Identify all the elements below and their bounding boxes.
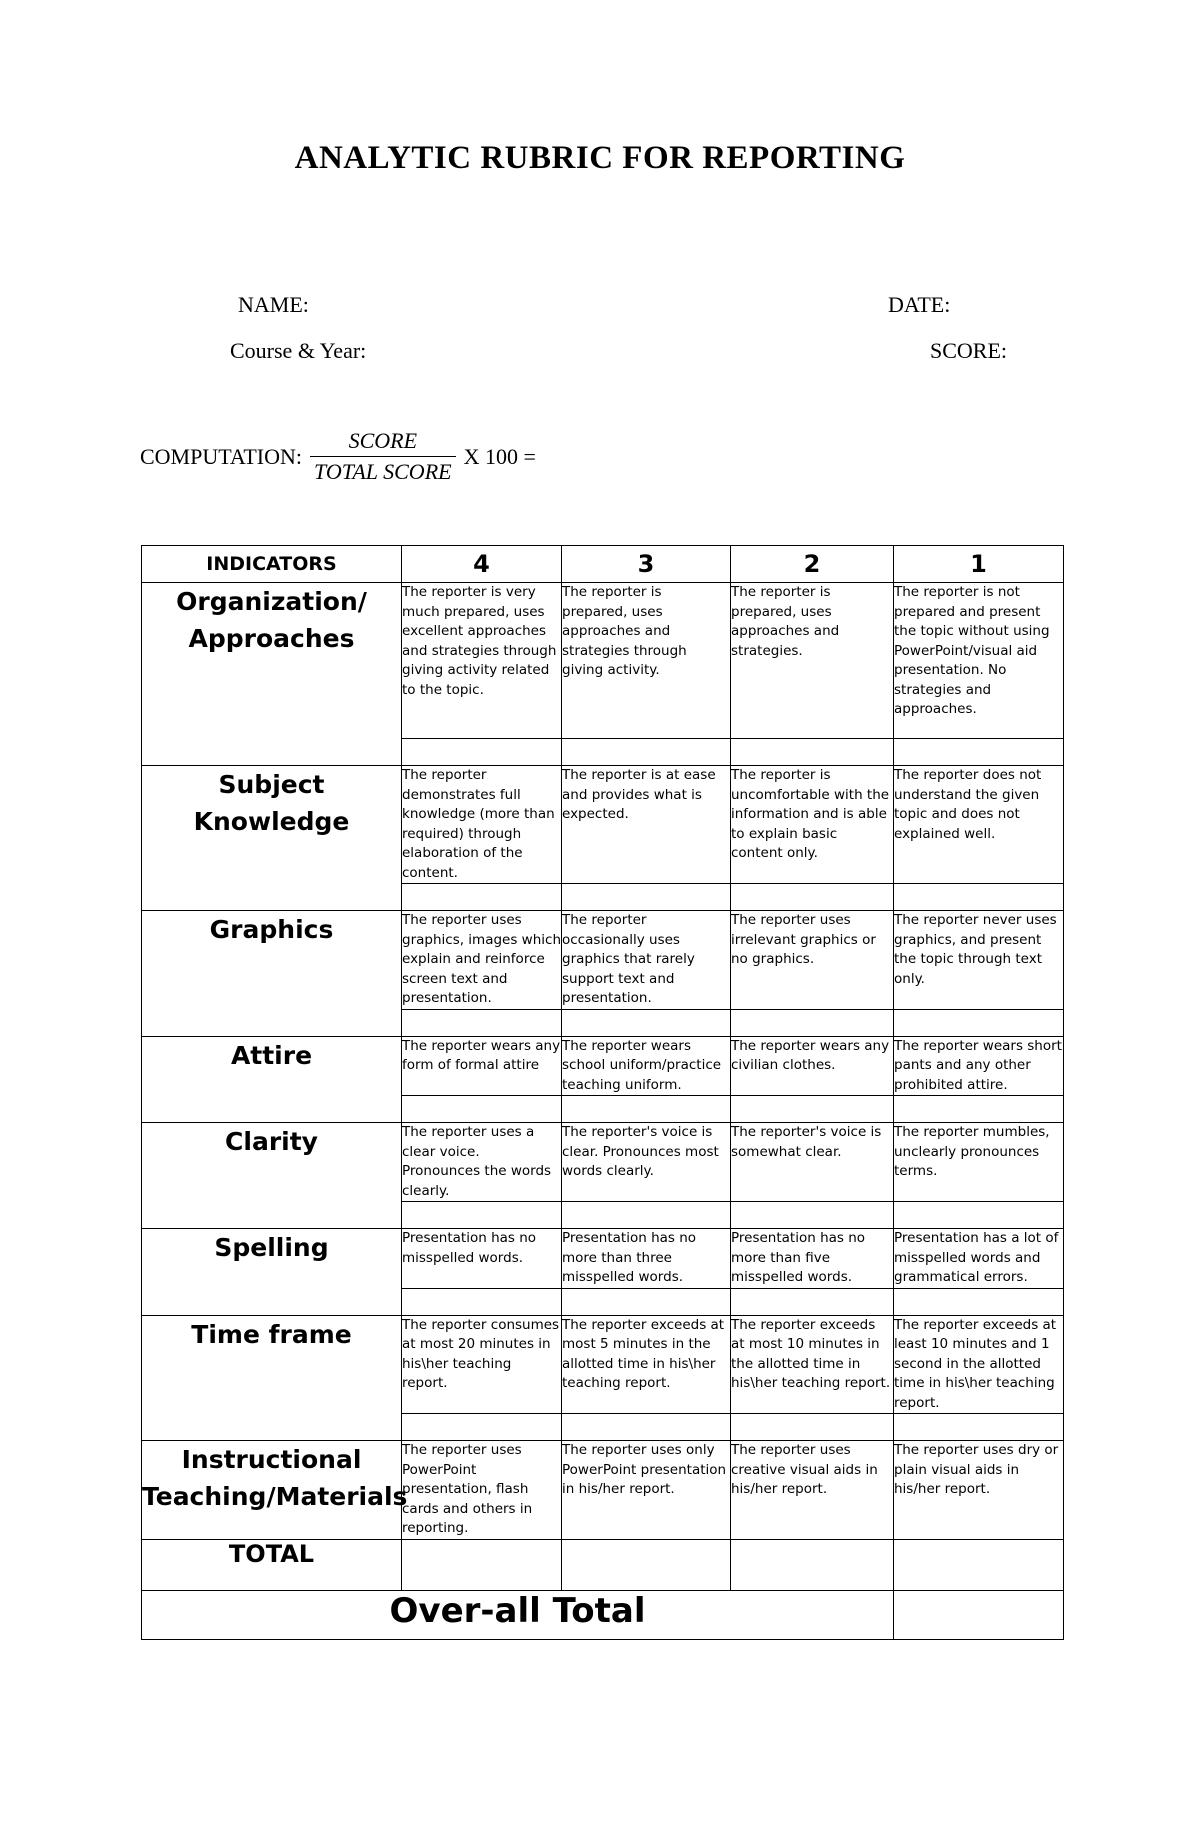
score-cell-2[interactable] [731,1009,894,1036]
score-cell-2[interactable] [731,1096,894,1123]
indicator-cell: Clarity [142,1123,402,1229]
level-2-description: The reporter uses irrelevant graphics or no graphics. [731,911,894,1010]
level-2-description: The reporter wears any civilian clothes. [731,1036,894,1096]
fraction-denominator: TOTAL SCORE [310,456,456,485]
course-year-field-label: Course & Year: [230,338,367,363]
score-cell-1[interactable] [894,739,1064,766]
total-cell-1[interactable] [894,1539,1064,1590]
level-4-description: The reporter is very much prepared, uses excellent approaches and strategies through giving activity related to the topic. [402,583,562,739]
level-4-description: The reporter wears any form of formal attire [402,1036,562,1096]
score-cell-3[interactable] [562,1096,731,1123]
overall-total-label: Over-all Total [142,1590,894,1639]
header-level-4: 4 [402,546,562,583]
level-2-description: The reporter is uncomfortable with the information and is able to explain basic content only. [731,766,894,884]
level-1-description: The reporter wears short pants and any other prohibited attire. [894,1036,1064,1096]
level-1-description: The reporter never uses graphics, and present the topic through text only. [894,911,1064,1010]
score-cell-4[interactable] [402,739,562,766]
level-1-description: The reporter mumbles, unclearly pronounces terms. [894,1123,1064,1202]
indicator-cell: Instructional Teaching/Materials [142,1441,402,1540]
score-fraction [310,428,456,485]
indicator-cell: Subject Knowledge [142,766,402,911]
score-field-label: SCORE: [930,338,1008,363]
level-2-description: Presentation has no more than five misspelled words. [731,1229,894,1289]
date-field-label: DATE: [888,292,951,317]
score-cell-2[interactable] [731,739,894,766]
level-1-description: The reporter exceeds at least 10 minutes and 1 second in the allotted time in his\her teaching report. [894,1315,1064,1414]
score-cell-4[interactable] [402,1414,562,1441]
level-4-description: The reporter uses PowerPoint presentation, flash cards and others in reporting. [402,1441,562,1540]
overall-total-cell[interactable] [894,1590,1064,1639]
table-row [142,766,1064,884]
score-cell-1[interactable] [894,1009,1064,1036]
computation-label: COMPUTATION: [140,443,303,469]
page-title: ANALYTIC RUBRIC FOR REPORTING [294,140,906,176]
score-cell-3[interactable] [562,739,731,766]
level-1-description: The reporter is not prepared and present the topic without using PowerPoint/visual aid presentation. No strategies and approaches. [894,583,1064,739]
level-3-description: The reporter exceeds at most 5 minutes in the allotted time in his\her teaching report. [562,1315,731,1414]
score-cell-4[interactable] [402,1288,562,1315]
level-2-description: The reporter uses creative visual aids in his/her report. [731,1441,894,1540]
level-3-description: The reporter is prepared, uses approaches and strategies through giving activity. [562,583,731,739]
header-indicators: INDICATORS [142,546,402,583]
score-cell-3[interactable] [562,1414,731,1441]
score-cell-2[interactable] [731,884,894,911]
level-4-description: The reporter uses graphics, images which explain and reinforce screen text and presentation. [402,911,562,1010]
level-4-description: The reporter consumes at most 20 minutes in his\her teaching report. [402,1315,562,1414]
table-row [142,1229,1064,1289]
score-cell-4[interactable] [402,1096,562,1123]
level-2-description: The reporter exceeds at most 10 minutes in the allotted time in his\her teaching report. [731,1315,894,1414]
table-row [142,1441,1064,1540]
score-cell-3[interactable] [562,884,731,911]
level-4-description: Presentation has no misspelled words. [402,1229,562,1289]
score-cell-1[interactable] [894,1202,1064,1229]
score-cell-1[interactable] [894,884,1064,911]
level-2-description: The reporter's voice is somewhat clear. [731,1123,894,1202]
score-cell-1[interactable] [894,1414,1064,1441]
indicator-cell: Attire [142,1036,402,1123]
table-header-row [142,546,1064,583]
table-row [142,1036,1064,1096]
level-3-description: Presentation has no more than three misspelled words. [562,1229,731,1289]
score-cell-2[interactable] [731,1414,894,1441]
level-3-description: The reporter's voice is clear. Pronounces most words clearly. [562,1123,731,1202]
computation-multiplier: X 100 = [463,443,536,469]
score-cell-1[interactable] [894,1288,1064,1315]
score-cell-3[interactable] [562,1009,731,1036]
score-cell-4[interactable] [402,884,562,911]
level-3-description: The reporter is at ease and provides what is expected. [562,766,731,884]
level-1-description: The reporter does not understand the given topic and does not explained well. [894,766,1064,884]
indicator-cell: Time frame [142,1315,402,1441]
indicator-cell: Graphics [142,911,402,1037]
level-3-description: The reporter uses only PowerPoint presentation in his/her report. [562,1441,731,1540]
table-row [142,583,1064,739]
indicator-cell: Organization/ Approaches [142,583,402,766]
header-level-1: 1 [894,546,1064,583]
rubric-table [141,545,1064,1640]
total-label: TOTAL [142,1539,402,1590]
fraction-numerator: SCORE [348,428,418,453]
header-level-3: 3 [562,546,731,583]
header-level-2: 2 [731,546,894,583]
level-2-description: The reporter is prepared, uses approaches and strategies. [731,583,894,739]
score-cell-2[interactable] [731,1288,894,1315]
score-cell-3[interactable] [562,1288,731,1315]
total-cell-2[interactable] [731,1539,894,1590]
level-1-description: Presentation has a lot of misspelled words and grammatical errors. [894,1229,1064,1289]
table-row [142,1123,1064,1202]
score-cell-3[interactable] [562,1202,731,1229]
level-3-description: The reporter occasionally uses graphics that rarely support text and presentation. [562,911,731,1010]
level-1-description: The reporter uses dry or plain visual aids in his/her report. [894,1441,1064,1540]
table-row [142,911,1064,1010]
computation-formula [140,428,536,485]
level-4-description: The reporter uses a clear voice. Pronounces the words clearly. [402,1123,562,1202]
table-row [142,1315,1064,1414]
indicator-cell: Spelling [142,1229,402,1316]
level-4-description: The reporter demonstrates full knowledge (more than required) through elaboration of the content. [402,766,562,884]
score-cell-4[interactable] [402,1202,562,1229]
overall-total-row [142,1590,1064,1639]
level-3-description: The reporter wears school uniform/practice teaching uniform. [562,1036,731,1096]
total-cell-4[interactable] [402,1539,562,1590]
name-field-label: NAME: [238,292,309,317]
score-cell-1[interactable] [894,1096,1064,1123]
total-row [142,1539,1064,1590]
total-cell-3[interactable] [562,1539,731,1590]
score-cell-2[interactable] [731,1202,894,1229]
score-cell-4[interactable] [402,1009,562,1036]
